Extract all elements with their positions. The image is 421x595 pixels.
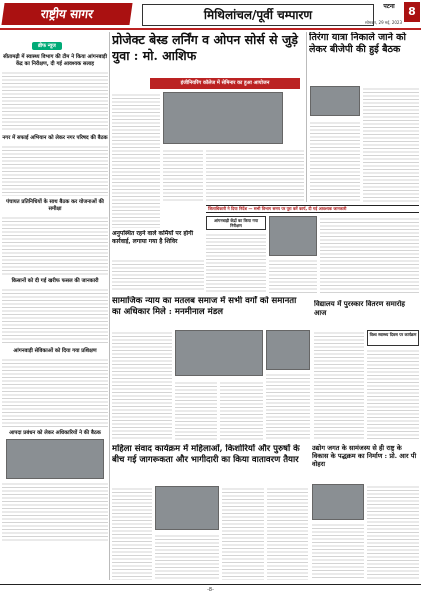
story-body [267, 486, 308, 580]
story-body [312, 522, 364, 580]
section-title: मिथिलांचल/पूर्वी चम्पारण [142, 4, 374, 26]
boxed-story-title: आंगनबाड़ी केंद्रों का किया गया निरीक्षण [206, 216, 266, 230]
news-photo [269, 216, 317, 256]
story-body [266, 372, 310, 440]
story-body [2, 287, 108, 345]
story-body [206, 148, 304, 203]
main-deck: इंजीनियरिंग कॉलेज में सेमिनार का हुआ आयोजन [150, 78, 300, 89]
story-body [2, 70, 108, 132]
story-body [310, 120, 360, 202]
column-divider [306, 32, 307, 202]
story-body [367, 484, 419, 580]
story-body [320, 216, 419, 294]
news-photo [266, 330, 310, 370]
edition-city: पटना [383, 3, 395, 10]
news-photo [6, 439, 104, 479]
story-body [112, 92, 160, 228]
story-headline: आपदा प्रबंधन को लेकर अधिकारियों ने की बैठक [9, 430, 101, 437]
story-body [222, 486, 264, 580]
column-divider [109, 32, 110, 580]
edition-date: सोमवार, 29 मई, 2023 [364, 20, 402, 25]
story-body [163, 148, 203, 203]
story-strap: जिलाधिकारी ने दिया निर्देश — सभी विभाग समय पर पूरा करें कार्य, दी गई आवश्यक जानकारी [206, 205, 419, 213]
main-headline: प्रोजेक्ट बेस्ड लर्निंग व ओपन सोर्स से जुड़े युवा : मो. आशिफ [112, 32, 298, 63]
story-headline: विद्यालय में पुरस्कार वितरण समारोह आज [314, 300, 406, 317]
story-body [206, 232, 266, 294]
story-body [2, 481, 108, 541]
story-headline: आंगनवाड़ी सेविकाओं को दिया गया प्रशिक्षण [13, 348, 97, 355]
story-headline: उद्योग जगत के सामंजस्य से ही राष्ट्र के विकास के पद्धक्रम का निर्माण : प्रो. आर पी वोहरा [312, 444, 417, 469]
story-body [2, 144, 108, 196]
story-headline: पंचायत प्रतिनिधियों के साथ बैठक कर योजनाओं की समीक्षा [6, 199, 104, 213]
story-body [314, 330, 364, 440]
newspaper-logo: राष्ट्रीय सागर [1, 3, 132, 25]
story-body [363, 86, 419, 202]
story-body [2, 357, 108, 427]
story-headline: सामाजिक न्याय का मतलब समाज में सभी वर्गों को समानता का अधिकार मिले : मनमीनाल मंडल [112, 296, 297, 317]
story-body [112, 486, 152, 580]
story-body [112, 330, 172, 440]
brief-news-tag: ब्रीफ न्यूज [32, 42, 62, 50]
masthead [0, 0, 421, 30]
story-body [2, 215, 108, 275]
right-headline: तिरंगा यात्रा निकाले जाने को लेकर बीजेपी की हुई बैठक [309, 32, 406, 56]
story-body [269, 258, 317, 294]
story-body [175, 380, 217, 440]
story-body [367, 348, 419, 440]
page-number: 8 [404, 2, 420, 22]
story-body [220, 380, 263, 440]
page-folio: -8- [0, 584, 421, 595]
story-body [112, 258, 204, 292]
news-photo [312, 484, 364, 520]
edition-info [377, 2, 401, 10]
news-photo [155, 486, 219, 530]
boxed-story-title: विश्व स्वास्थ्य दिवस पर कार्यक्रम [367, 330, 419, 346]
news-photo [310, 86, 360, 116]
story-body [155, 533, 219, 580]
story-headline: नगर में सफाई अभियान को लेकर नगर परिषद की बैठक [2, 135, 108, 142]
left-column [2, 32, 108, 580]
seminar-photo [163, 92, 283, 144]
story-headline: महिला संवाद कार्यक्रम में महिलाओं, किशोरियों और पुरुषों के बीच गई जागरूकता और भागीदारी का किया वातावरण तैयार [112, 444, 300, 465]
story-headline: सीतामढ़ी में स्वास्थ्य विभाग की टीम ने किया आंगनबाड़ी केंद्र का निरीक्षण, दी गई आवश्यक सलाह [3, 54, 107, 68]
story-headline: किसानों को दी गई खरीफ फसल की जानकारी [11, 278, 99, 285]
story-headline: अनुपस्थित रहने वाले कर्मियों पर होगी कार्रवाई, लगाया गया है शिविर [112, 230, 194, 245]
news-photo [175, 330, 263, 376]
